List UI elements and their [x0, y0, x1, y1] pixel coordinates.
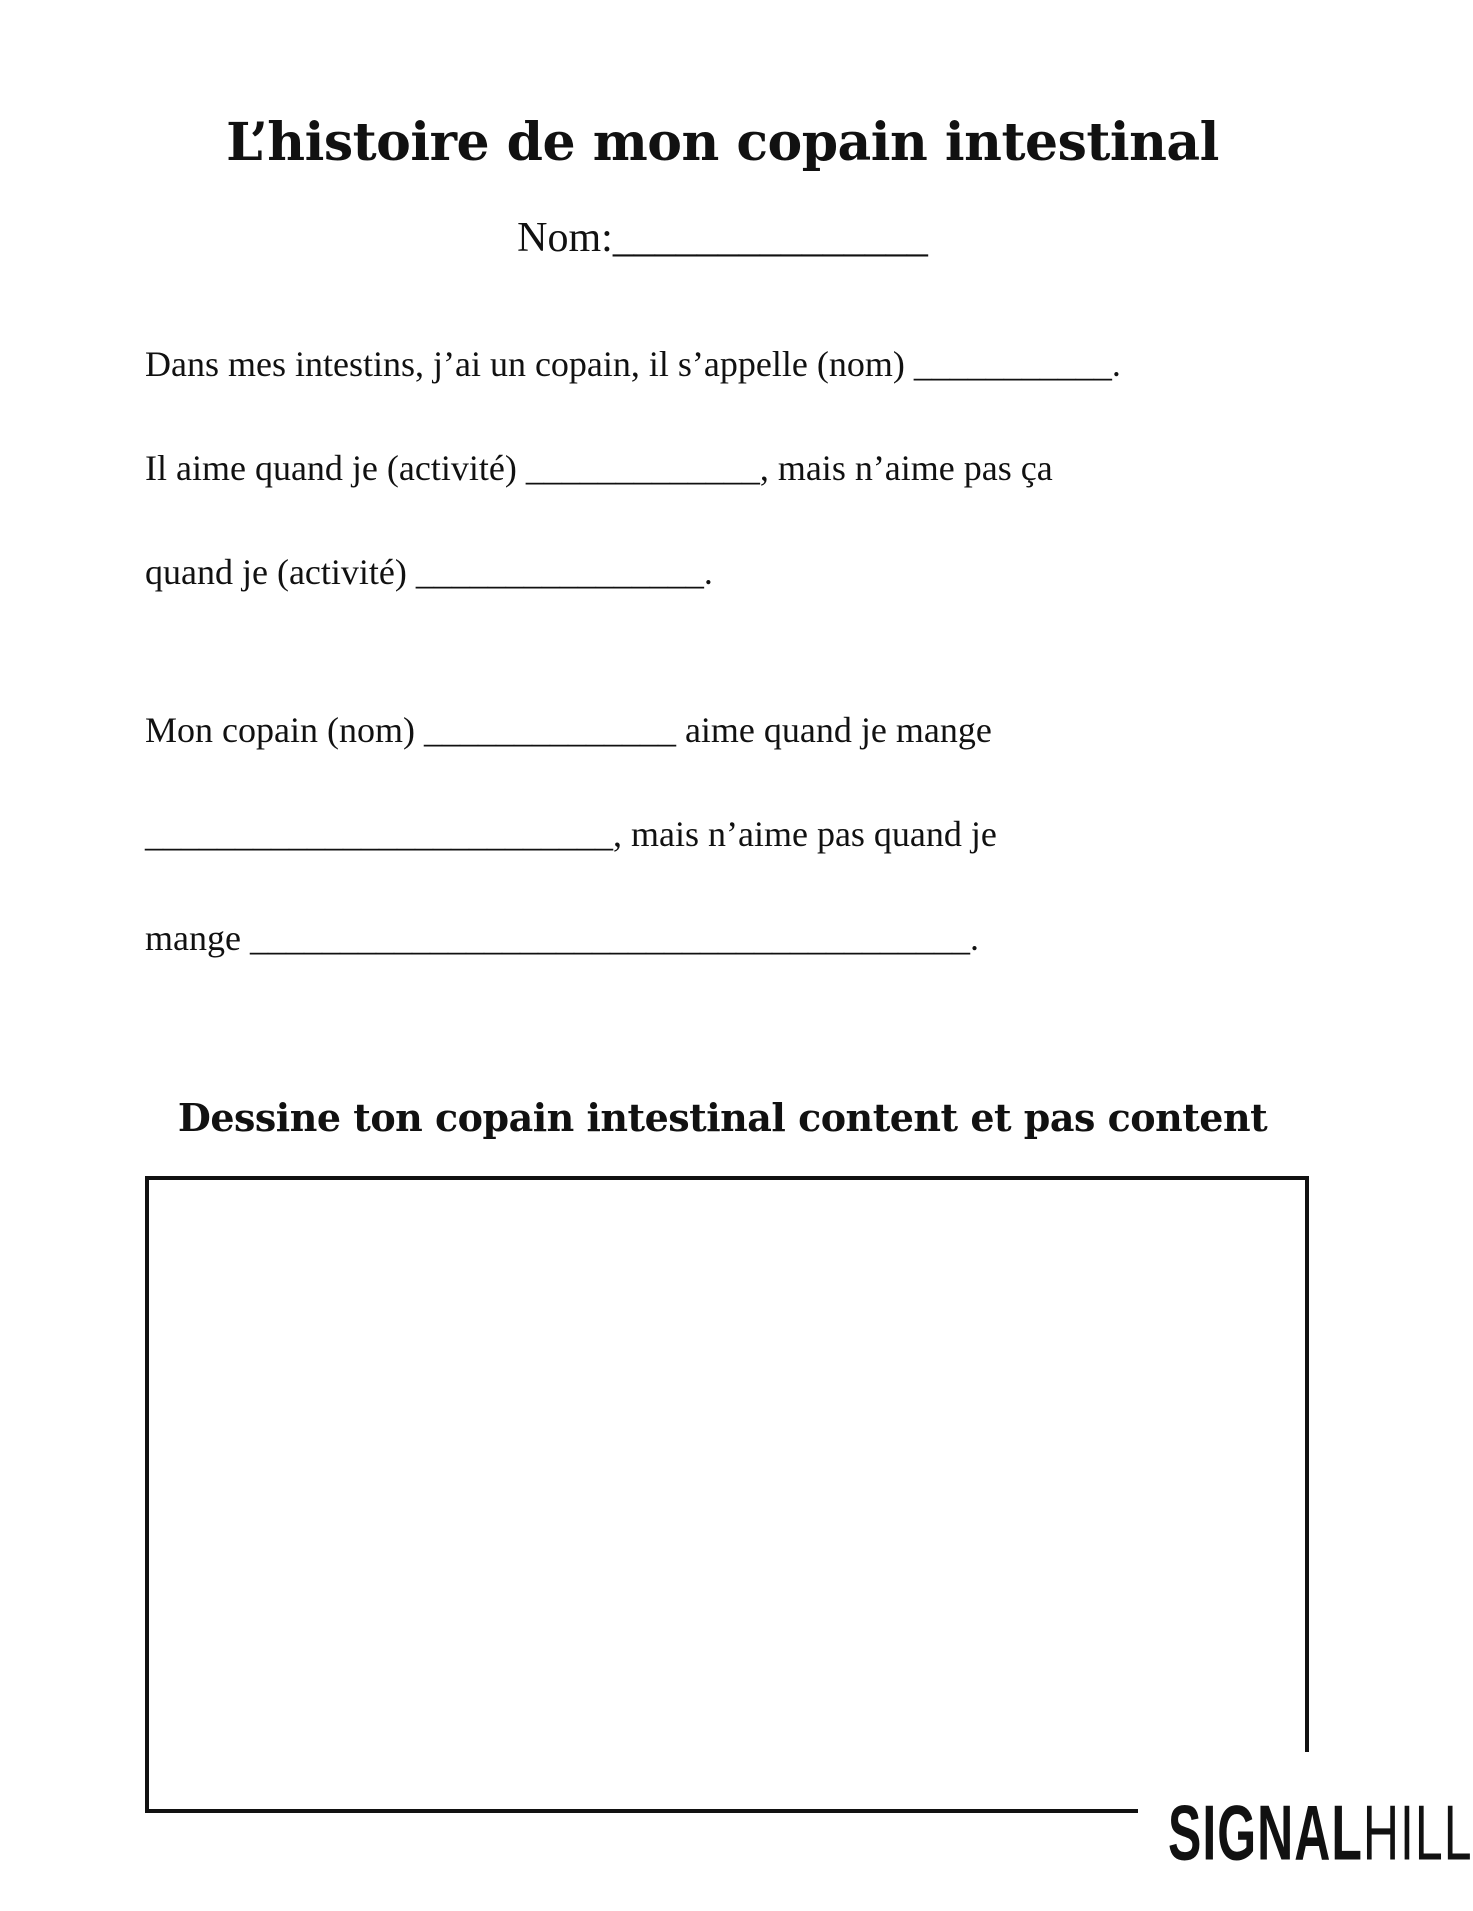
story-line-4: Mon copain (nom) ______________ aime quand je mange [145, 710, 992, 750]
story-line-1: Dans mes intestins, j’ai un copain, il s’appelle (nom) ___________. [145, 344, 1121, 384]
drawing-heading: Dessine ton copain intestinal content et pas content [177, 1095, 1268, 1140]
story-line-5: __________________________, mais n’aime pas quand je [145, 814, 997, 854]
signalhill-logo [1168, 1783, 1473, 1883]
worksheet-title: L’histoire de mon copain intestinal [226, 112, 1219, 173]
logo-light-text: HILL [1362, 1789, 1473, 1877]
logo-bold-text: SIGNAL [1168, 1789, 1363, 1877]
story-line-6: mange ________________________________________. [145, 918, 979, 958]
name-field-line: Nom:_______________ [517, 215, 928, 261]
story-line-3: quand je (activité) ________________. [145, 552, 713, 592]
story-line-2: Il aime quand je (activité) _____________, mais n’aime pas ça [145, 448, 1053, 488]
drawing-box-outline [147, 1178, 1307, 1811]
